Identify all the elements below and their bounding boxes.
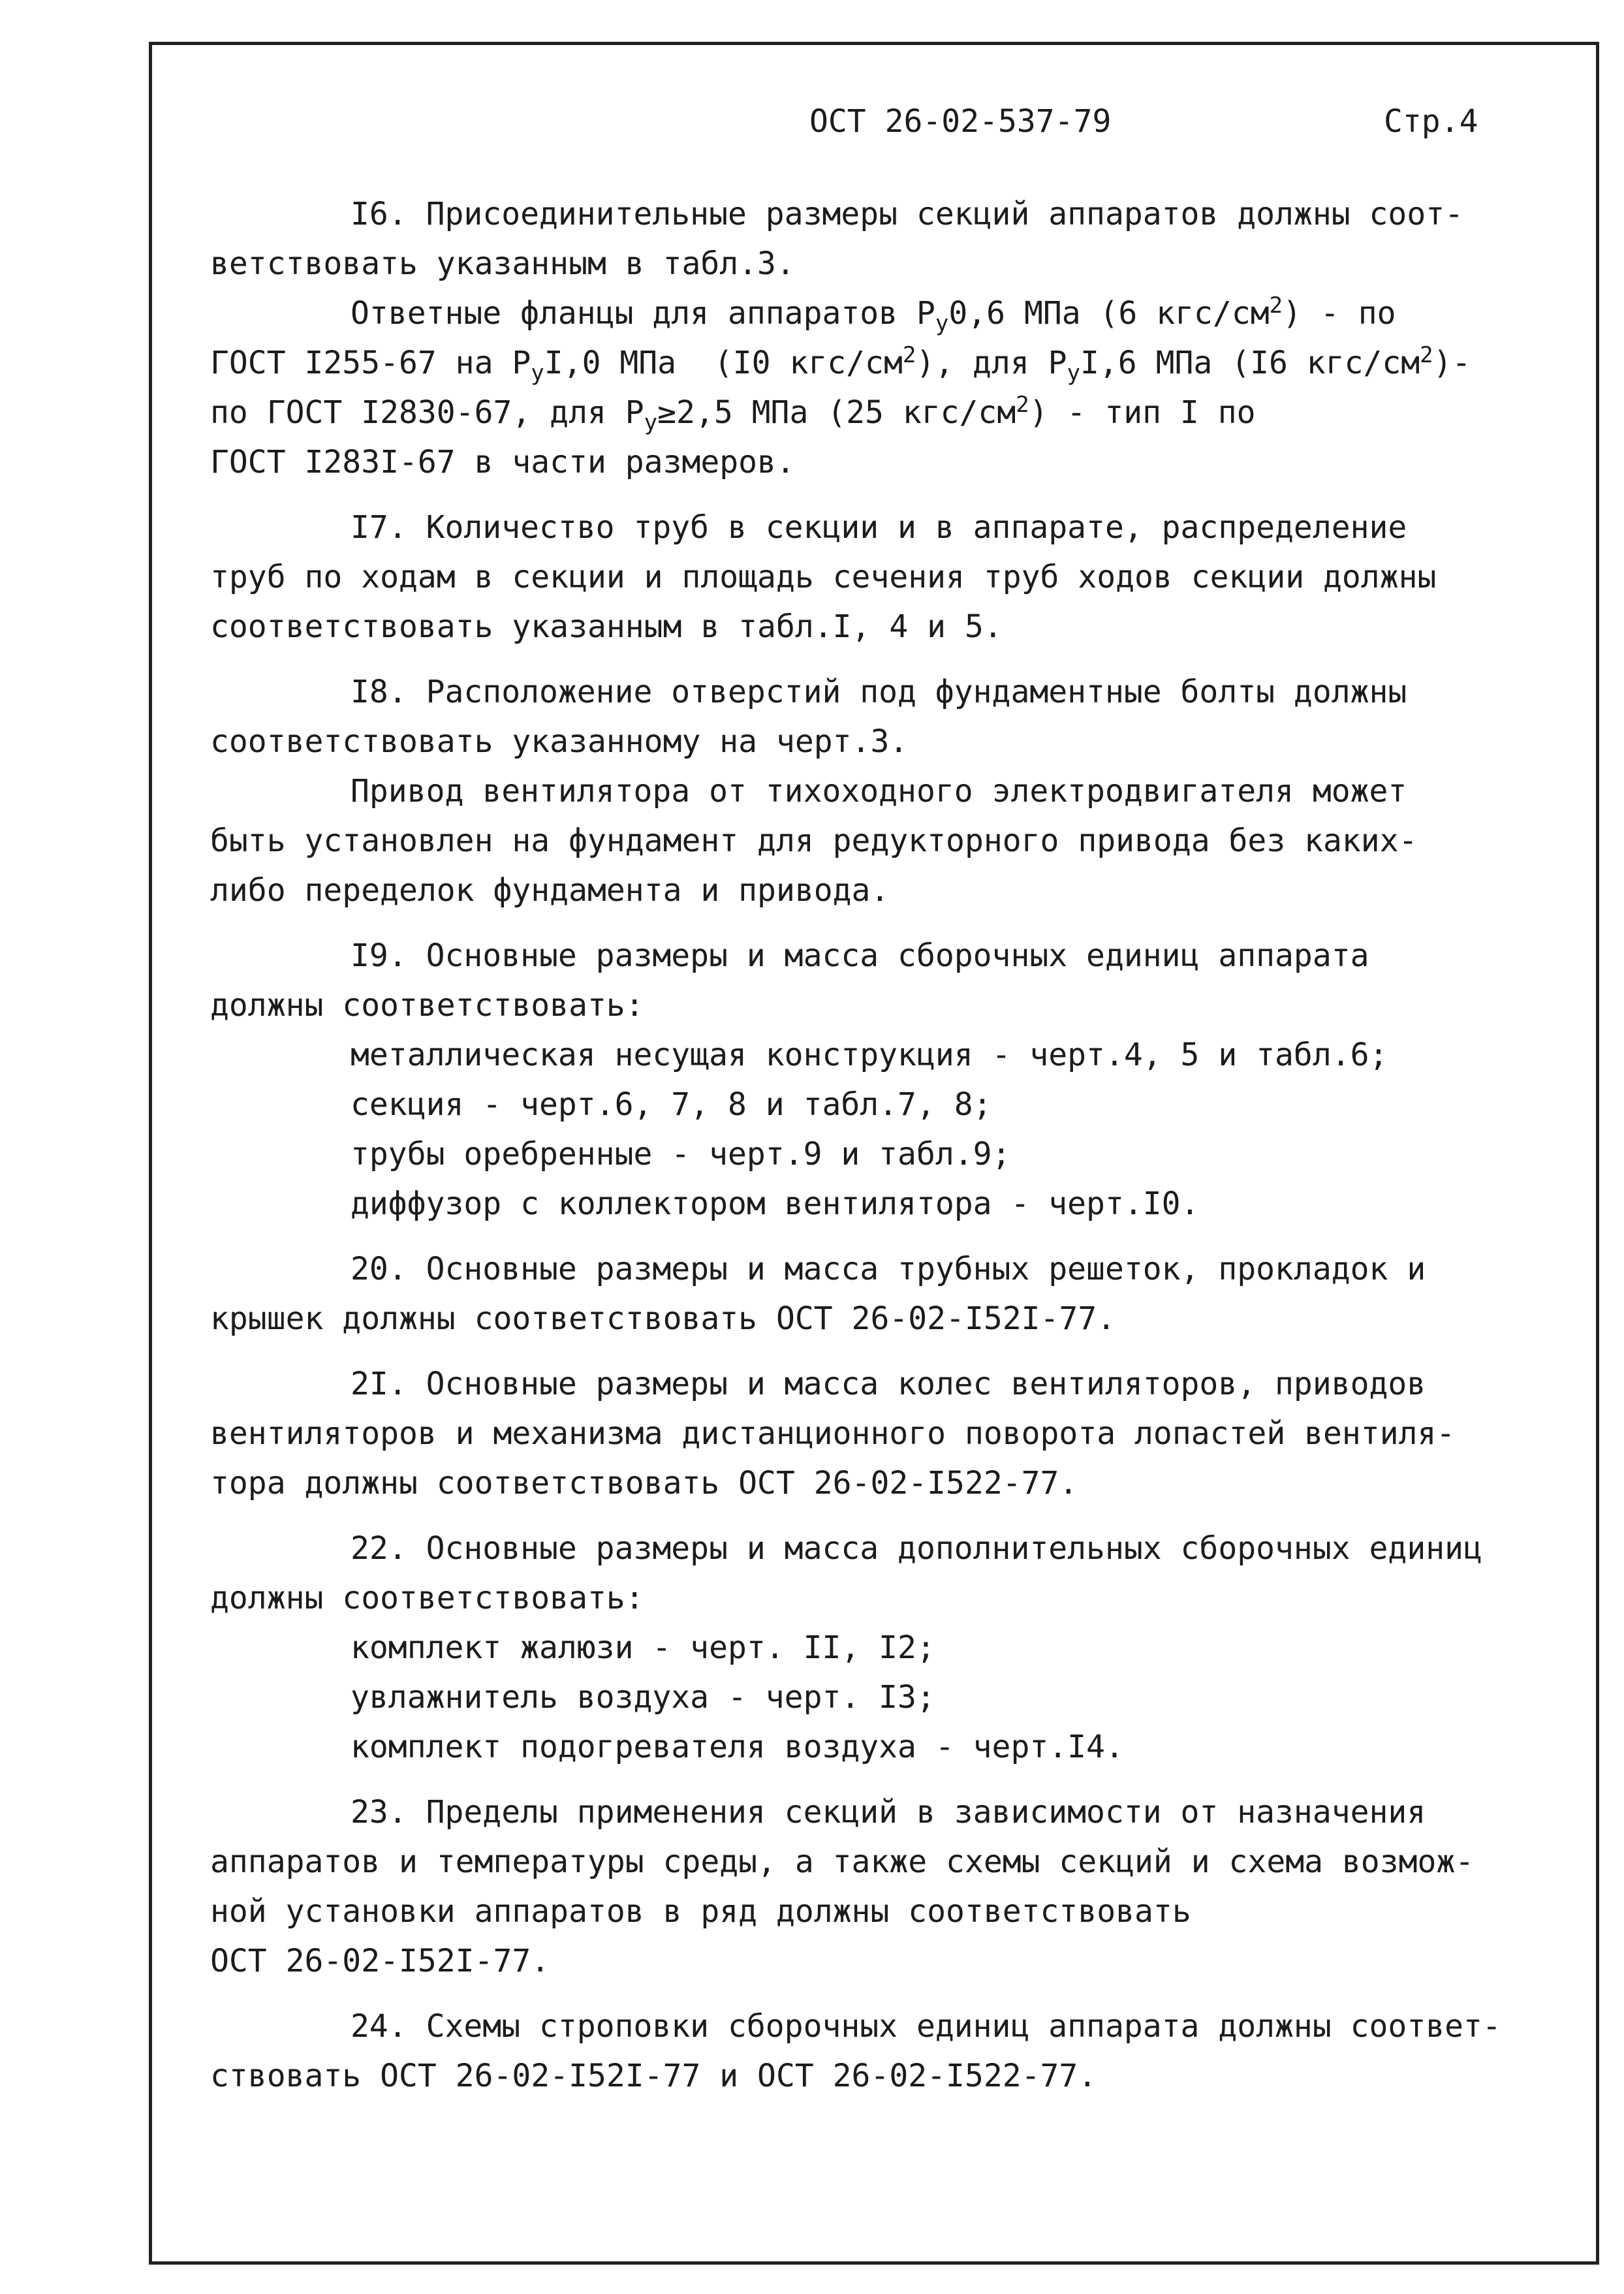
clause-21 [210,1359,1568,1508]
text-line: соответствовать указанным в табл.I, 4 и 5. [210,608,1003,645]
list-item: секция - черт.6, 7, 8 и табл.7, 8; [351,1086,992,1123]
page-number: Стр.4 [1384,103,1478,140]
text-line: 22. Основные размеры и масса дополнительных сборочных единиц [351,1530,1482,1567]
clause-23 [210,1787,1568,1986]
clause-19-list [210,1030,1568,1229]
text-line: либо переделок фундамента и привода. [210,872,890,909]
text-line: аппаратов и температуры среды, а также схемы секций и схема возмож- [210,1844,1475,1880]
document-body [210,189,1568,2116]
text-line: 24. Схемы строповки сборочных единиц аппарата должны соответ- [351,2008,1501,2045]
text-line: Привод вентилятора от тихоходного электродвигателя может [351,773,1407,809]
clause-18 [210,667,1568,915]
text-line: соответствовать указанному на черт.3. [210,723,909,760]
list-item: трубы оребренные - черт.9 и табл.9; [351,1136,1011,1172]
clause-22-list [210,1623,1568,1772]
list-item: металлическая несущая конструкция - черт.4, 5 и табл.6; [351,1037,1388,1073]
text-line: I8. Расположение отверстий под фундаментные болты должны [351,674,1407,710]
text-line: должны соответствовать: [210,1580,644,1616]
document-code: ОСТ 26-02-537-79 [809,103,1112,140]
text-line: крышек должны соответствовать ОСТ 26-02-I52I-77. [210,1300,1116,1337]
text-line: 23. Пределы применения секций в зависимости от назначения [351,1794,1426,1830]
text-line: I6. Присоединительные размеры секций аппаратов должны соот- [351,196,1464,232]
text-line: ствовать ОСТ 26-02-I52I-77 и ОСТ 26-02-I522-77. [210,2058,1097,2094]
text-line: I7. Количество труб в секции и в аппарате, распределение [351,509,1407,546]
text-line: быть установлен на фундамент для редукторного привода без каких- [210,823,1418,859]
clause-20 [210,1244,1568,1343]
list-item: увлажнитель воздуха - черт. I3; [351,1679,935,1716]
text-line: должны соответствовать: [210,987,644,1024]
list-item: комплект жалюзи - черт. II, I2; [351,1629,935,1666]
clause-24 [210,2002,1568,2101]
text-line: ОСТ 26-02-I52I-77. [210,1943,550,1979]
clause-17 [210,503,1568,652]
text-line: тора должны соответствовать ОСТ 26-02-I522-77. [210,1465,1078,1501]
text-line: 20. Основные размеры и масса трубных решеток, прокладок и [351,1251,1426,1287]
text-line: 2I. Основные размеры и масса колес вентиляторов, приводов [351,1366,1426,1402]
clause-16 [210,189,1568,487]
list-item: комплект подогревателя воздуха - черт.I4. [351,1729,1124,1765]
text-line: вентиляторов и механизма дистанционного поворота лопастей вентиля- [210,1415,1456,1452]
text-line: труб по ходам в секции и площадь сечения труб ходов секции должны [210,559,1437,595]
text-line: Ответные фланцы для аппаратов $P_у0,6$ МПа (6 кгс/$см^2$) - по [351,292,1396,337]
text-line: ной установки аппаратов в ряд должны соответствовать [210,1893,1191,1930]
list-item: диффузор с коллектором вентилятора - черт.I0. [351,1186,1200,1222]
text-line: ветствовать указанным в табл.3. [210,245,795,282]
text-line: ГОСТ I255-67 на $P_уI,0$ МПа (I0 кгс/$см^2$), для $P_уI,6$ МПа (I6 кгс/$см^2)-$ [210,342,1471,386]
text-line: I9. Основные размеры и масса сборочных единиц аппарата [351,937,1369,974]
clause-22 [210,1524,1568,1772]
clause-19 [210,931,1568,1229]
text-line: ГОСТ I283I-67 в части размеров. [210,444,795,480]
text-line: по ГОСТ I2830-67, для $P_у\ge 2,5$ МПа (25 кгс/$см^2$) - тип I по [210,392,1256,436]
